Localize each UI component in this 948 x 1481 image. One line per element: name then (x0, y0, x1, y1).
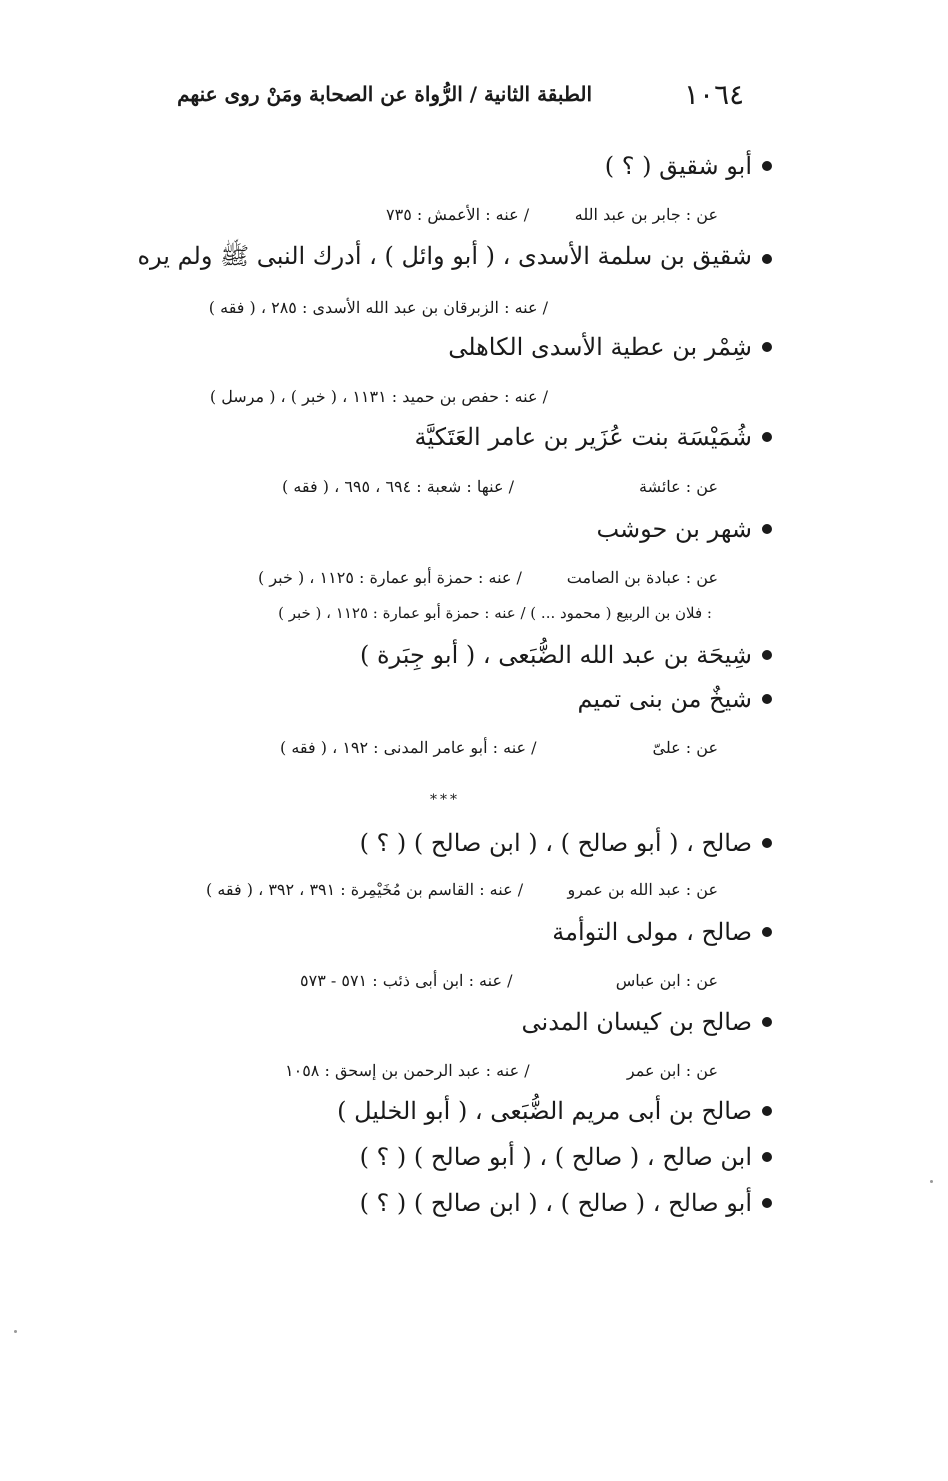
bullet-icon (762, 1198, 772, 1208)
entry-2 (137, 241, 772, 276)
entry-name: شِمْر بن عطية الأسدى الكاهلى (448, 333, 752, 361)
entry-4 (415, 423, 772, 451)
entry-8 (360, 829, 772, 857)
entry-name: صالح بن كيسان المدنى (521, 1008, 752, 1036)
entry-name: صالح بن أبى مريم الضُّبَعى ، ( أبو الخليل ) (337, 1097, 752, 1125)
bullet-icon (762, 1017, 772, 1027)
entry-13 (360, 1189, 772, 1217)
entry-name: ابن صالح ، ( صالح ) ، ( أبو صالح ) ( ؟ ) (359, 1143, 752, 1171)
entry-name: شقيق بن سلمة الأسدى ، ( أبو وائل ) ، أدرك النبى ﷺ ولم يره (137, 242, 752, 270)
entry-name: صالح ، ( أبو صالح ) ، ( ابن صالح ) ( ؟ ) (359, 829, 752, 857)
entry-2-by: / عنه : الزبرقان بن عبد الله الأسدى : ٢٨٥ ، ( فقه ) (208, 298, 548, 317)
scan-speck (14, 1330, 17, 1333)
entry-10 (522, 1008, 772, 1036)
bullet-icon (762, 524, 772, 534)
bullet-icon (762, 1152, 772, 1162)
entry-7 (577, 685, 772, 713)
entry-1-from: عن : جابر بن عبد الله (574, 205, 718, 224)
page-number: ١٠٦٤ (684, 78, 745, 111)
entry-9 (552, 918, 772, 946)
entry-9-from: عن : ابن عباس (615, 971, 718, 990)
bullet-icon (762, 161, 772, 171)
entry-name: أبو شقيق ( ؟ ) (604, 152, 752, 180)
entry-8-from: عن : عبد الله بن عمرو (567, 880, 718, 899)
entry-name: شهر بن حوشب (596, 515, 752, 543)
entry-5 (596, 515, 772, 543)
bullet-icon (762, 650, 772, 660)
entry-1 (605, 152, 772, 180)
entry-3-by: / عنه : حفص بن حميد : ١١٣١ ، ( خبر ) ، ( مرسل ) (209, 387, 548, 406)
running-header: الطبقة الثانية / الرُّواة عن الصحابة ومَنْ روى عنهم (177, 82, 592, 106)
bullet-icon (762, 694, 772, 704)
section-separator: *** (430, 792, 460, 808)
entry-12 (360, 1143, 772, 1171)
entry-name: صالح ، مولى التوأمة (552, 918, 752, 946)
entry-6 (360, 641, 772, 669)
bullet-icon (762, 1106, 772, 1116)
entry-8-by: / عنه : القاسم بن مُخَيْمِرة : ٣٩١ ، ٣٩٢ ، ( فقه ) (206, 880, 524, 899)
entry-10-from: عن : ابن عمر (626, 1061, 718, 1080)
bullet-icon (762, 432, 772, 442)
entry-5-from: عن : عبادة بن الصامت (566, 568, 718, 587)
entry-10-by: / عنه : عبد الرحمن بن إسحق : ١٠٥٨ (285, 1061, 530, 1080)
entry-11 (337, 1097, 772, 1125)
entry-3 (448, 333, 772, 361)
entry-4-from: عن : عائشة (638, 477, 718, 496)
bullet-icon (762, 254, 772, 264)
bullet-icon (762, 927, 772, 937)
entry-7-by: / عنه : أبو عامر المدنى : ١٩٢ ، ( فقه ) (280, 738, 537, 757)
scan-speck (930, 1180, 933, 1183)
entry-name: شِيحَة بن عبد الله الضُّبَعى ، ( أبو جِبَرة ) (359, 641, 752, 669)
entry-name: أبو صالح ، ( صالح ) ، ( ابن صالح ) ( ؟ ) (359, 1189, 752, 1217)
entry-5-by: / عنه : حمزة أبو عمارة : ١١٢٥ ، ( خبر ) (258, 568, 522, 587)
bullet-icon (762, 342, 772, 352)
entry-4-by: / عنها : شعبة : ٦٩٤ ، ٦٩٥ ، ( فقه ) (282, 477, 514, 496)
bullet-icon (762, 838, 772, 848)
entry-5-second-line: : فلان بن الربيع ( محمود ... ) / عنه : حمزة أبو عمارة : ١١٢٥ ، ( خبر ) (278, 604, 712, 622)
entry-name: شيخٌ من بنى تميم (577, 685, 752, 713)
entry-7-from: عن : علىّ (652, 738, 718, 757)
entry-1-by: / عنه : الأعمش : ٧٣٥ (386, 205, 530, 224)
entry-name: شُمَيْسَة بنت عُزَير بن عامر العَتَكيَّة (414, 423, 752, 451)
entry-9-by: / عنه : ابن أبى ذئب : ٥٧١ - ٥٧٣ (300, 971, 513, 990)
